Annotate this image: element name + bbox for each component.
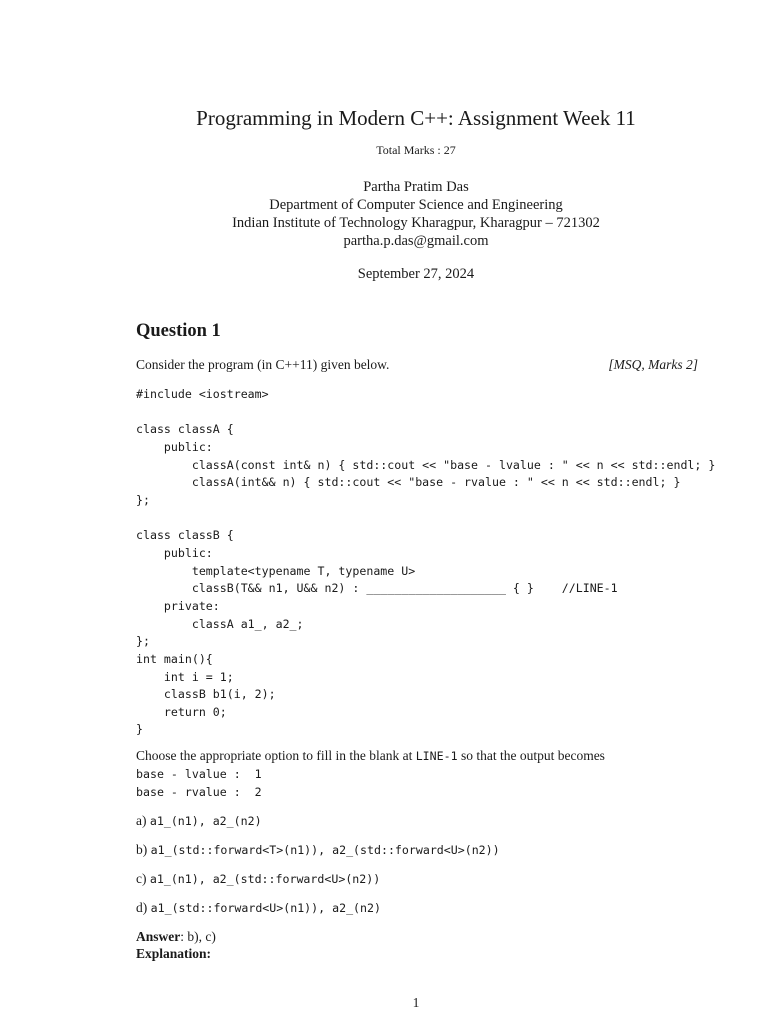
option-label: b) [136,842,151,857]
author-block [0,178,768,250]
option-code: a1_(std::forward<U>(n1)), a2_(n2) [150,901,381,915]
prompt-line-ref: LINE-1 [415,749,458,763]
option-label: d) [136,900,151,915]
question-heading: Question 1 [136,321,221,341]
option-b [136,842,500,858]
option-label: c) [136,871,150,886]
expected-output: base - lvalue : 1 base - rvalue : 2 [136,767,262,799]
option-d [136,900,381,916]
question-intro: Consider the program (in C++11) given below. [136,357,390,372]
answer-value: : b), c) [180,929,216,944]
paper-title: Programming in Modern C++: Assignment Week 11 [196,106,636,130]
answer-line [136,929,216,945]
paper-date: September 27, 2024 [357,266,475,282]
page-number: 1 [412,995,420,1010]
total-marks: Total Marks : 27 [376,143,456,157]
option-label: a) [136,813,150,828]
prompt-text-before: Choose the appropriate option to fill in the blank at [136,748,416,763]
option-code: a1_(n1), a2_(std::forward<U>(n2)) [149,872,381,886]
question-type-tag: [MSQ, Marks 2] [608,357,698,372]
question-prompt [136,748,605,764]
code-listing: #include <iostream> class classA { public: classA(const int& n) { std::cout << "base - lvalue : " << n << std::endl; } classA(int&& n) { std::cout << "base - rvalue : " << n << std::endl; } }; class classB { public: template<typename T, typename U> classB(T&& n1, U&& n2) : ____________________ { } //LINE-1 private: classA a1_, a2_; }; int main(){ int i = 1; classB b1(i, 2); return 0; } [136,387,716,737]
author-email: partha.p.das@gmail.com [343,233,489,249]
question-intro-line [136,357,698,373]
option-a [136,813,262,829]
option-code: a1_(std::forward<T>(n1)), a2_(std::forward<U>(n2)) [150,843,500,857]
author-institute: Indian Institute of Technology Kharagpur, Kharagpur – 721302 [232,215,600,231]
option-code: a1_(n1), a2_(n2) [149,814,262,828]
answer-label: Answer [136,929,181,944]
prompt-text-after: so that the output becomes [457,748,605,763]
author-name: Partha Pratim Das [363,179,469,195]
author-department: Department of Computer Science and Engineering [269,197,563,213]
option-c [136,871,380,887]
explanation-label: Explanation: [136,946,212,961]
